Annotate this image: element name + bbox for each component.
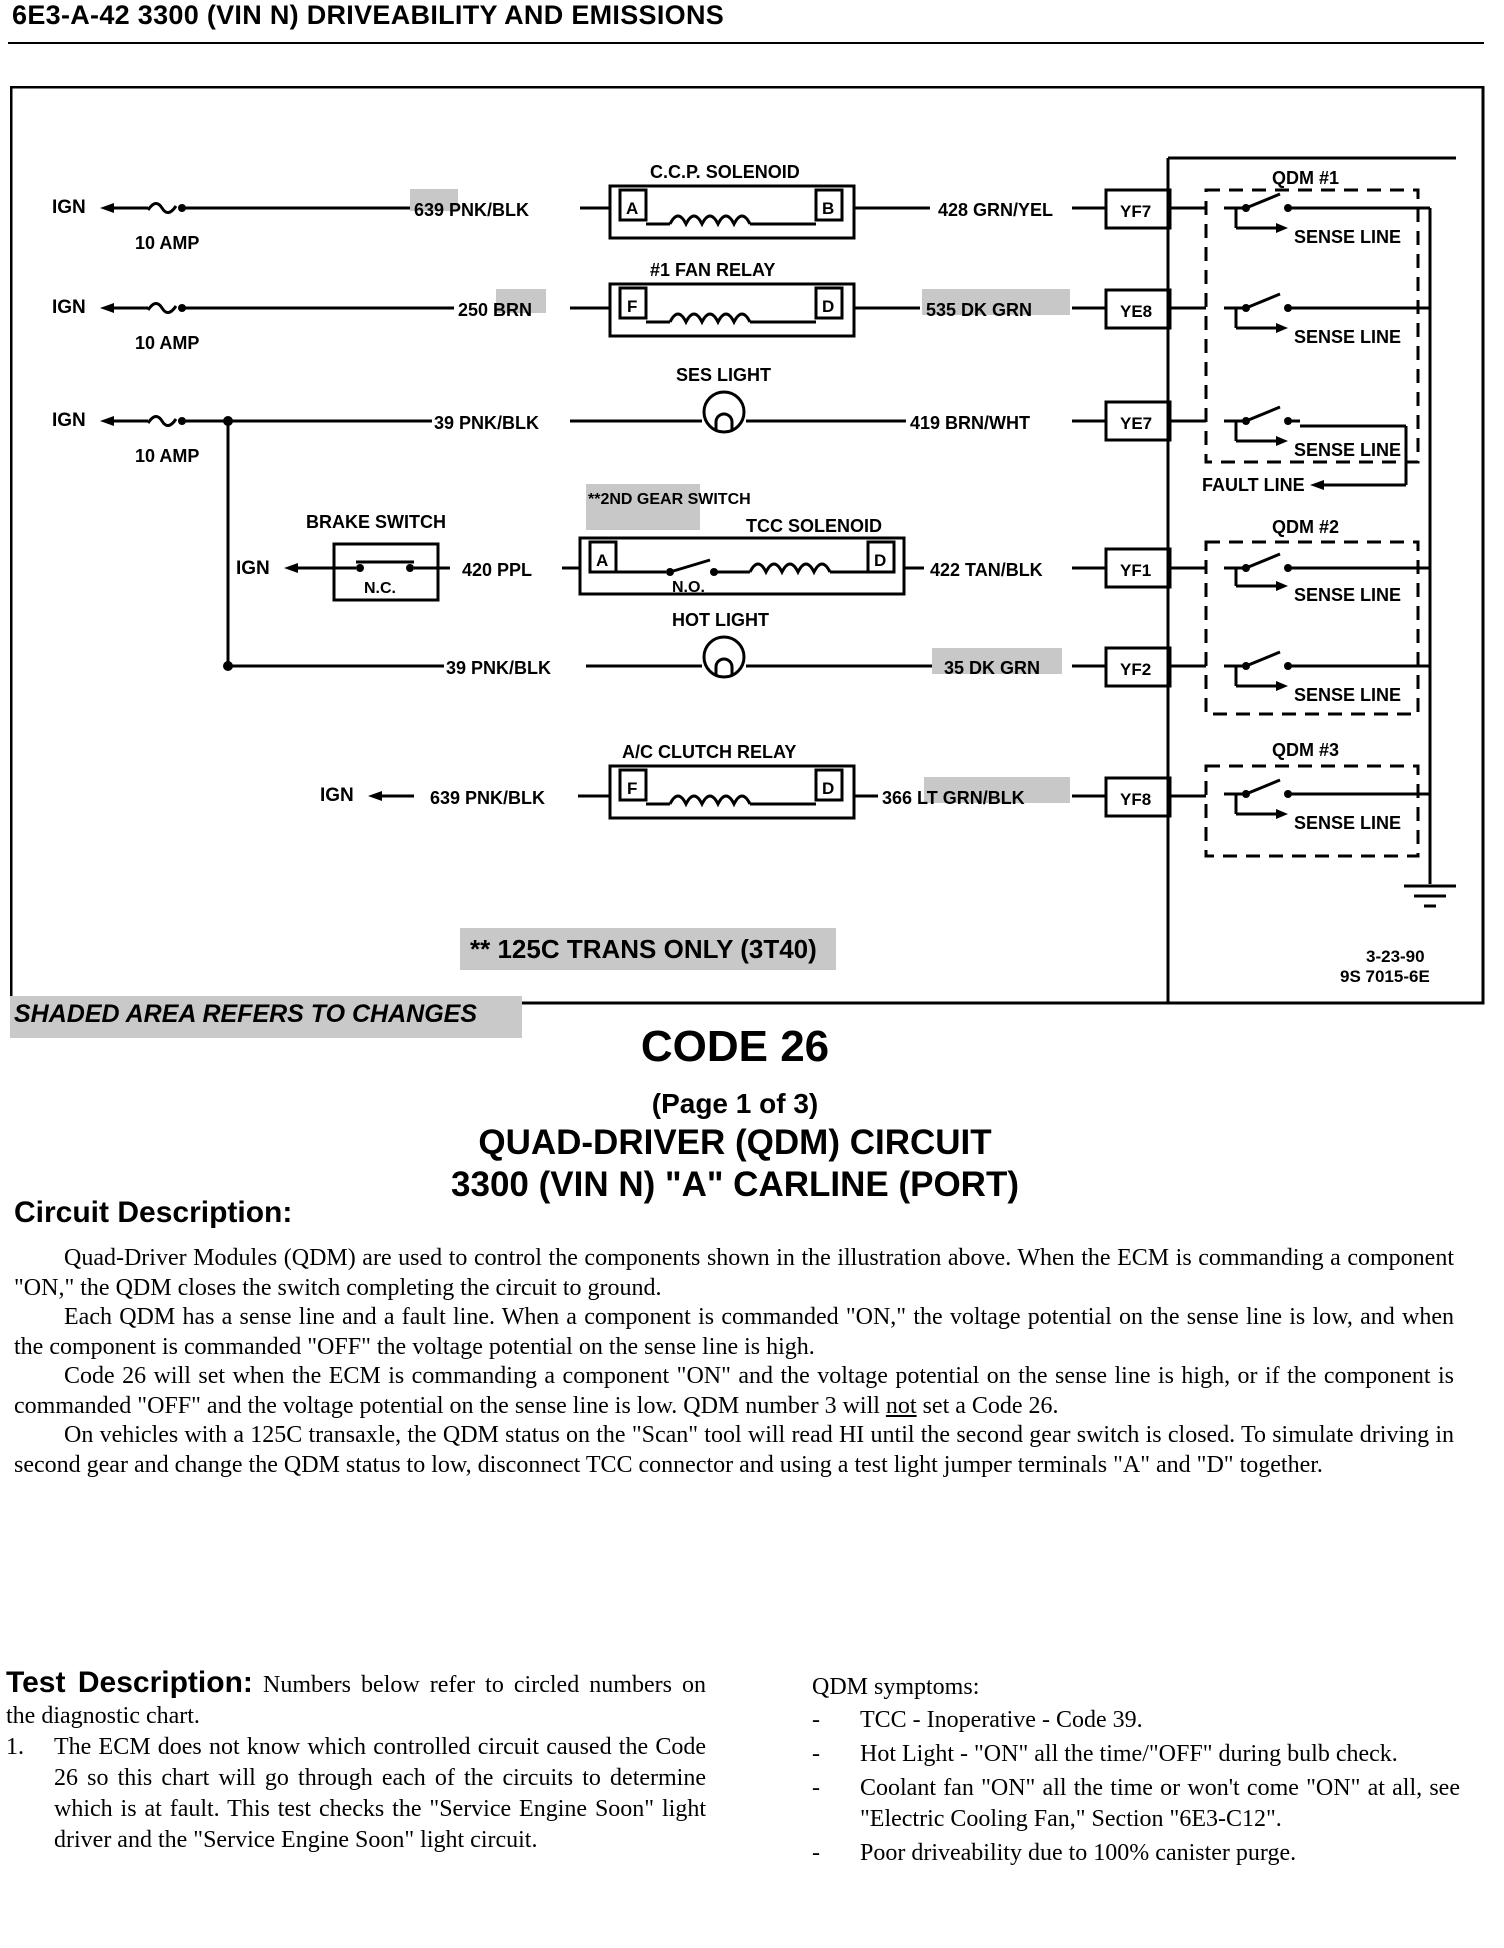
hot-bulb-icon [704, 637, 744, 677]
qdm1-label: QDM #1 [1272, 168, 1340, 188]
pin-ye8-label: YE8 [1120, 302, 1153, 321]
ac-label: A/C CLUTCH RELAY [622, 742, 797, 762]
fan-in-wire: 250 BRN [458, 300, 533, 320]
fan-term-f: F [627, 297, 638, 316]
coil-icon [670, 216, 750, 224]
ccp-term-b: B [822, 199, 835, 218]
coil-icon [750, 564, 830, 572]
ign-label-2: IGN [52, 297, 86, 318]
ses-out-wire: 419 BRN/WHT [910, 413, 1031, 433]
tcc-out-wire: 422 TAN/BLK [930, 560, 1043, 580]
test-step [6, 1732, 706, 1856]
hot-label: HOT LIGHT [672, 610, 769, 630]
test-step-number: 1. [6, 1734, 24, 1760]
sense-line-2: SENSE LINE [1294, 327, 1402, 347]
test-description-intro: Numbers below refer to circled numbers on the diagnostic chart. [6, 1672, 707, 1729]
symptom-item [812, 1739, 1460, 1770]
symptom-item [812, 1773, 1460, 1835]
ccp-term-a: A [626, 199, 639, 218]
symptom-text: Hot Light - "ON" all the time/"OFF" during bulb check. [860, 1741, 1398, 1767]
ign-label-4: IGN [236, 558, 270, 579]
arrow-icon [100, 303, 114, 313]
symptom-text: Poor driveability due to 100% canister purge. [860, 1840, 1297, 1866]
arrow-icon [100, 203, 114, 213]
second-gear-label: **2ND GEAR SWITCH [588, 491, 751, 508]
brake-nc: N.C. [364, 580, 396, 597]
fuse-label-2: 10 AMP [135, 333, 200, 353]
test-description-lead [6, 1667, 706, 1732]
ac-term-d: D [822, 779, 835, 798]
sense-line-4: SENSE LINE [1294, 585, 1402, 605]
cd-paragraph-3 [14, 1362, 1454, 1421]
bullet-dash: - [812, 1840, 820, 1866]
fuse-icon [148, 303, 176, 312]
symptom-item [812, 1838, 1460, 1869]
test-description [6, 1667, 706, 1856]
page-indicator: (Page 1 of 3) [651, 1088, 819, 1119]
diagram-date: 3-23-90 [1366, 947, 1425, 966]
shaded-area-text: SHADED AREA REFERS TO CHANGES [14, 1000, 478, 1028]
qdm-symptoms [812, 1672, 1460, 1872]
ccp-label: C.C.P. SOLENOID [650, 162, 800, 182]
fan-label: #1 FAN RELAY [650, 260, 776, 280]
ground-icon [1404, 886, 1456, 906]
cd-paragraph-4: On vehicles with a 125C transaxle, the QDM status on the "Scan" tool will read HI until the second gear switch is closed. To simulate driving in second gear and change the QDM status to low, disconnect TCC connector and using a test light jumper terminals "A" and "D" together. [14, 1422, 1454, 1478]
cd-p3-end: set a Code 26. [916, 1392, 1059, 1419]
fan-term-d: D [822, 297, 835, 316]
diagram-ref: 9S 7015-6E [1340, 967, 1430, 986]
ses-label: SES LIGHT [676, 365, 772, 385]
qdm2-switch-1 [1224, 554, 1300, 591]
fuse-icon [148, 416, 176, 425]
ac-in-wire: 639 PNK/BLK [430, 788, 546, 808]
ccp-out-wire: 428 GRN/YEL [938, 200, 1054, 220]
pin-yf2-label: YF2 [1120, 660, 1152, 679]
subtitle-carline: 3300 (VIN N) "A" CARLINE (PORT) [451, 1165, 1019, 1204]
fuse-label-1: 10 AMP [135, 233, 200, 253]
qdm3-switch [1224, 780, 1300, 819]
pin-yf1-label: YF1 [1120, 561, 1152, 580]
brake-wire: 420 PPL [462, 560, 533, 580]
coil-icon [670, 314, 750, 322]
wiring-diagram [10, 86, 1486, 1006]
fuse-icon [148, 203, 176, 212]
symptoms-heading: QDM symptoms: [812, 1674, 980, 1700]
ign-label-6: IGN [320, 785, 354, 806]
qdm1-switch-1 [1224, 194, 1300, 233]
tcc-term-a: A [596, 551, 609, 570]
page-header: 6E3-A-42 3300 (VIN N) DRIVEABILITY AND EMISSIONS [12, 0, 725, 30]
qdm3-box [1206, 766, 1418, 856]
cd-p3-text: Code 26 will set when the ECM is commanding a component "ON" and the voltage potential on the sense line is high, or if the component is commanded "OFF" and the voltage potential on the sense line is low. QDM number 3 will [14, 1363, 1454, 1419]
ses-bulb-icon [704, 392, 744, 432]
circuit-description-heading: Circuit Description: [14, 1196, 293, 1229]
circuit-description [14, 1244, 1454, 1480]
pin-yf7-label: YF7 [1120, 202, 1152, 221]
header-rule [8, 42, 1484, 44]
symptom-text: TCC - Inoperative - Code 39. [860, 1707, 1143, 1733]
fault-line: FAULT LINE [1202, 475, 1305, 495]
symptom-text: Coolant fan "ON" all the time or won't come "ON" at all, see "Electric Cooling Fan," Section "6E3-C12". [860, 1775, 1460, 1832]
bullet-dash: - [812, 1741, 820, 1767]
code-title: CODE 26 [640, 1022, 830, 1071]
tcc-term-d: D [874, 551, 887, 570]
ign-label-1: IGN [52, 197, 86, 218]
arrow-icon [368, 791, 382, 801]
brake-label: BRAKE SWITCH [306, 512, 446, 532]
hot-in-wire: 39 PNK/BLK [446, 658, 552, 678]
test-step-text: The ECM does not know which controlled circuit caused the Code 26 so this chart will go through each of the circuits to determine which is at fault. This test checks the "Service Engine Soon" light driver and the "Service Engine Soon" light circuit. [54, 1734, 706, 1853]
qdm1-switch-3 [1224, 407, 1300, 446]
ac-out-wire: 366 LT GRN/BLK [882, 788, 1025, 808]
qdm2-label: QDM #2 [1272, 517, 1340, 537]
bullet-dash: - [812, 1775, 820, 1801]
trans-note: ** 125C TRANS ONLY (3T40) [470, 934, 817, 964]
bullet-dash: - [812, 1707, 820, 1733]
pin-ye7-label: YE7 [1120, 414, 1153, 433]
fuse-label-3: 10 AMP [135, 446, 200, 466]
sense-line-6: SENSE LINE [1294, 813, 1402, 833]
sense-line-1: SENSE LINE [1294, 227, 1402, 247]
ign-label-3: IGN [52, 410, 86, 431]
subtitle-circuit: QUAD-DRIVER (QDM) CIRCUIT [478, 1123, 992, 1162]
diagram-frame [11, 87, 1483, 1003]
test-description-heading: Test Description: [6, 1666, 253, 1699]
hot-out-wire: 35 DK GRN [944, 658, 1041, 678]
cd-paragraph-2: Each QDM has a sense line and a fault line. When a component is commanded "ON," the voltage potential on the sense line is low, and when the component is commanded "OFF" the voltage potential on the sense line is high. [14, 1304, 1454, 1360]
tcc-solenoid-box [580, 538, 904, 594]
fan-out-wire: 535 DK GRN [926, 300, 1033, 320]
ses-in-wire: 39 PNK/BLK [434, 413, 540, 433]
arrow-icon [100, 416, 114, 426]
ac-term-f: F [627, 779, 638, 798]
sense-line-3: SENSE LINE [1294, 440, 1402, 460]
qdm3-label: QDM #3 [1272, 740, 1340, 760]
arrow-icon [284, 563, 298, 573]
symptom-item [812, 1705, 1460, 1736]
coil-icon [670, 796, 750, 804]
cd-p3-emphasis: not [885, 1392, 917, 1419]
qdm1-switch-2 [1224, 294, 1300, 333]
qdm2-switch-2 [1224, 652, 1300, 691]
tcc-no: N.O. [672, 579, 705, 596]
pin-yf8-label: YF8 [1120, 790, 1152, 809]
cd-paragraph-1: Quad-Driver Modules (QDM) are used to control the components shown in the illustration above. When the ECM is commanding a component "ON," the QDM closes the switch completing the circuit to ground. [14, 1245, 1454, 1301]
ccp-in-wire: 639 PNK/BLK [414, 200, 530, 220]
tcc-label: TCC SOLENOID [746, 516, 883, 536]
sense-line-5: SENSE LINE [1294, 685, 1402, 705]
